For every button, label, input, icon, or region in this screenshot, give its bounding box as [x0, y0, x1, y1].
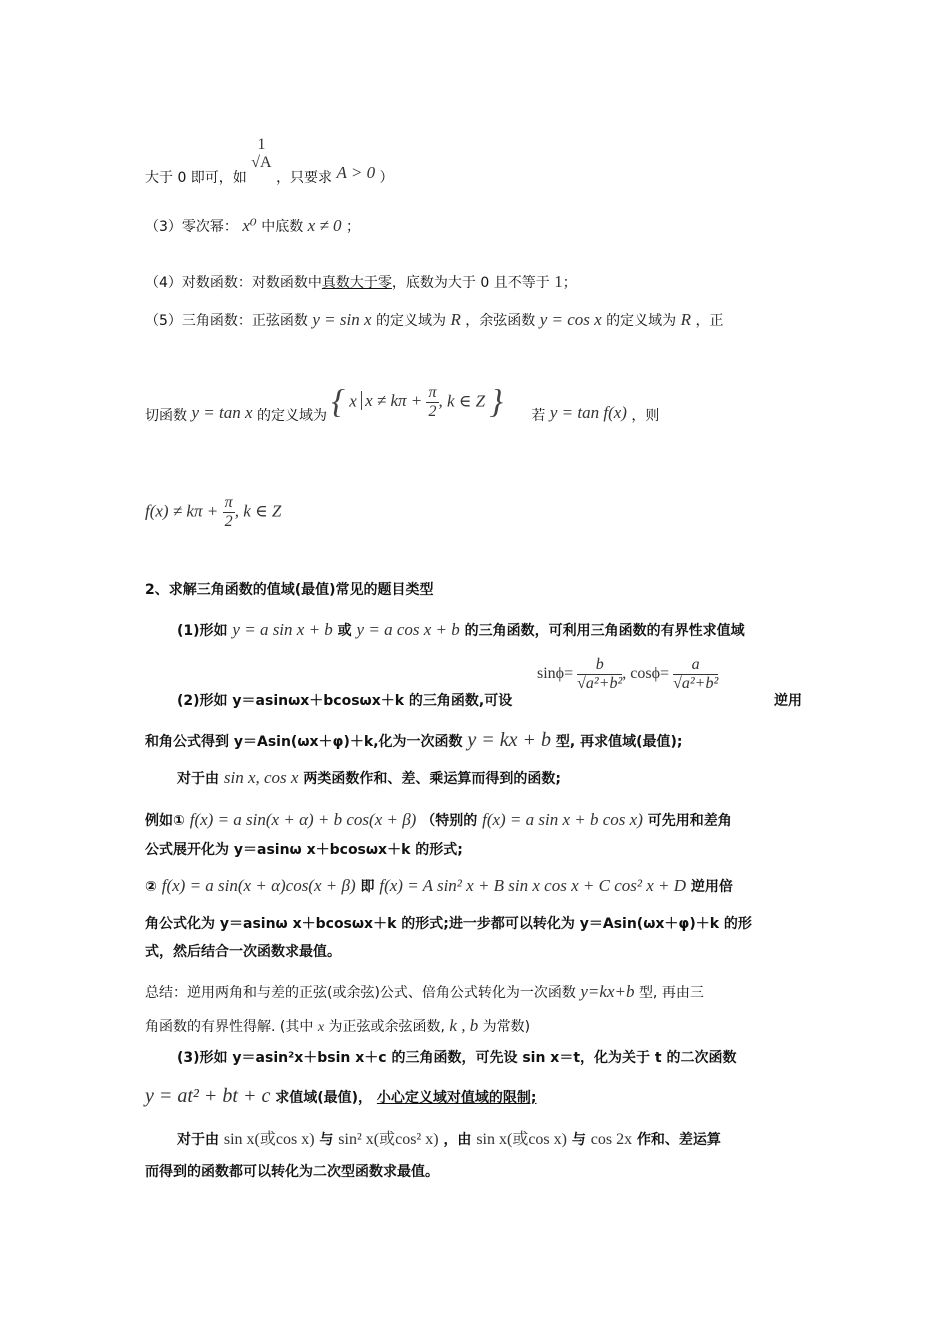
text: 的定义域为	[606, 313, 677, 329]
math: sin² x(或cos² x)	[338, 1131, 439, 1148]
text: 对于由	[177, 1132, 219, 1148]
text: 公式展开化为 y＝asinω x＋bcosωx＋k 的形式;	[145, 842, 463, 858]
fraction-one-over-sqrt-a	[251, 136, 271, 172]
text: 的定义域为	[375, 313, 446, 329]
text: 为常数)	[482, 1019, 531, 1035]
math: y = tan x	[191, 403, 253, 423]
math: x	[317, 1020, 325, 1035]
text: ，只要求	[276, 170, 333, 186]
para-summary	[145, 982, 704, 1003]
para-expand	[145, 840, 463, 860]
math: sin x(或cos x)	[476, 1131, 567, 1148]
para-example-1	[145, 810, 732, 831]
text: 求值域(最值)，	[275, 1090, 373, 1106]
text: 逆用	[774, 693, 802, 709]
text: 式，然后结合一次函数求最值。	[145, 944, 341, 960]
math: y = at² + bt + c	[145, 1085, 271, 1107]
math: sin x(或cos x)	[223, 1131, 315, 1148]
math: R	[680, 310, 692, 329]
math: y = kx + b	[467, 729, 552, 751]
fraction-a-over-root	[673, 656, 718, 693]
math: A > 0	[336, 163, 376, 182]
denominator: √A	[251, 154, 272, 171]
text: 即	[360, 879, 375, 895]
fraction-pi-over-2	[426, 384, 438, 421]
numerator: b	[577, 656, 622, 675]
text: 总结：逆用两角和与差的正弦(或余弦)公式、倍角公式转化为一次函数	[145, 985, 576, 1001]
left-brace: {	[331, 383, 346, 421]
math: f(x) = A sin² x + B sin x cos x + C cos² x + D	[379, 876, 686, 895]
text: （5）三角函数：正弦函数	[145, 313, 308, 329]
denominator: 2	[224, 513, 233, 530]
math: k , b	[449, 1016, 479, 1035]
set-var: x	[349, 391, 357, 411]
para-summary-2	[145, 1016, 530, 1038]
text: 角公式化为 y＝asinω x＋bcosωx＋k 的形式;进一步都可以转化为 y＝Asin(ωx＋φ)＋k 的形	[145, 916, 752, 932]
set-tail: , k ∈ Z	[438, 391, 486, 411]
text: （特别的	[421, 813, 478, 829]
text-inverse-use	[774, 691, 802, 711]
math: y = a cos x + b	[356, 620, 460, 639]
numerator: π	[428, 384, 437, 401]
numerator: π	[224, 494, 233, 511]
para-type-2	[177, 691, 512, 711]
line-tan	[145, 383, 660, 452]
text: 与	[571, 1132, 586, 1148]
text: ，由	[443, 1132, 472, 1148]
text: 中底数	[261, 219, 304, 235]
text: 两类函数作和、差、乘运算而得到的函数;	[303, 771, 561, 787]
math: R	[450, 310, 461, 329]
text: ，则	[631, 408, 660, 425]
text: ）	[379, 170, 394, 186]
math: f(x) = a sin x + b cos x)	[482, 810, 643, 829]
underlined-text: 真数大于零	[321, 275, 392, 291]
math: sin x, cos x	[223, 768, 299, 787]
line-zero-power	[145, 216, 360, 237]
para-sin-cos-squared	[177, 1130, 721, 1150]
text: 的定义域为	[256, 408, 327, 425]
text: 型, 再由三	[638, 985, 704, 1001]
text: 的三角函数，可利用三角函数的有界性求值域	[464, 623, 745, 639]
text: 为正弦或余弦函数,	[328, 1019, 445, 1035]
fraction-pi-over-2	[223, 494, 235, 531]
math: y = cos x	[539, 310, 602, 329]
text: (3)形如 y＝asin²x＋bsin x＋c 的三角函数，可先设 sin x＝t，化为关于 t 的二次函数	[177, 1050, 737, 1066]
text: ②	[145, 879, 157, 895]
numerator: 1	[257, 136, 266, 153]
denominator: 2	[428, 403, 437, 420]
denominator: √a²+b²	[577, 675, 623, 692]
para-type-3	[177, 1048, 736, 1068]
set-notation	[331, 384, 503, 421]
text: 与	[319, 1132, 334, 1148]
comma: ,	[622, 665, 627, 683]
text: ；	[346, 219, 360, 235]
math: 1	[554, 272, 563, 291]
math: f(x) = a sin(x + α) + b cos(x + β)	[189, 810, 417, 829]
text: 可先用和差角	[647, 813, 732, 829]
para-type-1	[177, 620, 745, 641]
math: y = tan f(x)	[549, 403, 627, 423]
math: f(x) = a sin(x + α)cos(x + β)	[161, 876, 356, 895]
math: y = sin x	[312, 310, 372, 329]
denominator: √a²+b²	[673, 675, 719, 692]
text: 切函数	[145, 408, 187, 425]
para-then	[145, 942, 341, 962]
math: x ≠ 0	[307, 216, 342, 235]
text: （4）对数函数：对数函数中	[145, 275, 322, 291]
para-quadratic	[145, 1086, 537, 1108]
fraction-b-over-root	[577, 656, 622, 693]
math: , k ∈ Z	[234, 501, 282, 521]
math: x⁰	[242, 216, 257, 235]
para-linear-form	[145, 730, 682, 752]
set-condition: x ≠ kπ +	[361, 391, 422, 410]
text: ，底数为大于 0 且不等于	[391, 275, 550, 291]
text: (2)形如 y＝asinωx＋bcosωx＋k 的三角函数,可设	[177, 693, 513, 709]
section-heading	[145, 580, 434, 600]
text: 对于由	[177, 771, 219, 787]
line-log	[145, 272, 577, 293]
text: ，余弦函数	[465, 313, 536, 329]
text: 而得到的函数都可以转化为二次型函数求最值。	[145, 1164, 439, 1180]
text: ，正	[695, 313, 724, 329]
text: 例如①	[145, 813, 185, 829]
text: ；	[562, 275, 577, 291]
math: f(x) ≠ kπ +	[145, 501, 219, 521]
math: cos 2x	[590, 1131, 633, 1148]
text: 和角公式得到 y＝Asin(ωx＋φ)＋k,化为一次函数	[145, 734, 463, 750]
text: 大于 0 即可，如	[145, 170, 247, 186]
text: 若	[531, 408, 546, 425]
cos-phi: cosϕ=	[630, 665, 670, 683]
line-tan-condition	[145, 494, 281, 531]
sin-phi: sinϕ=	[537, 665, 574, 683]
text: 角函数的有界性得解. (其中	[145, 1019, 314, 1035]
math: y = a sin x + b	[232, 620, 333, 639]
text: （3）零次幂：	[145, 219, 238, 235]
para-sin-cos-ops	[177, 768, 561, 789]
para-example-2	[145, 876, 733, 897]
para-double-angle	[145, 914, 752, 934]
underlined-text: 小心定义域对值域的限制;	[376, 1090, 537, 1106]
text: 型, 再求值域(最值);	[555, 734, 683, 750]
text: 或	[337, 623, 352, 639]
line-domain-radical	[145, 128, 394, 186]
para-conclusion	[145, 1162, 439, 1182]
phi-definition	[537, 656, 718, 693]
right-brace: }	[489, 383, 503, 421]
line-trig	[145, 310, 723, 331]
text: (1)形如	[177, 623, 228, 639]
numerator: a	[673, 656, 718, 675]
heading-text: 2、求解三角函数的值域(最值)常见的题目类型	[145, 582, 434, 598]
text: 逆用倍	[690, 879, 733, 895]
text: 作和、差运算	[636, 1132, 721, 1148]
math: y=kx+b	[580, 982, 635, 1001]
